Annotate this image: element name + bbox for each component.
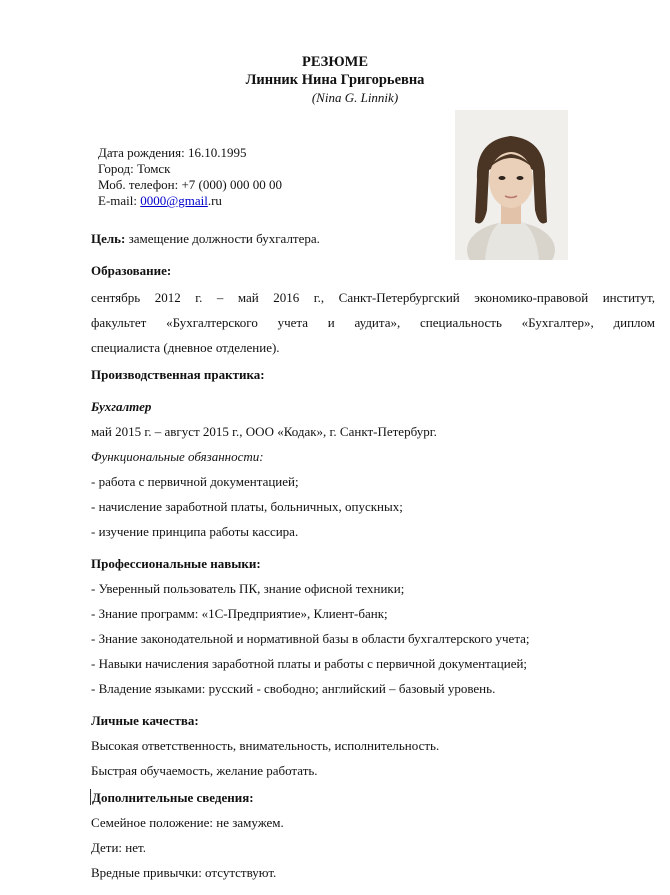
candidate-photo	[455, 110, 568, 260]
education-line: специалиста (дневное отделение).	[91, 340, 280, 355]
education-line: сентябрь 2012 г. – май 2016 г., Санкт-Петербургский экономико-правовой институт,	[91, 290, 655, 305]
additional-item: Вредные привычки: отсутствуют.	[91, 865, 277, 880]
duty-item: - изучение принципа работы кассира.	[91, 524, 299, 539]
skill-item: - Знание программ: «1С-Предприятие», Клиент-банк;	[91, 606, 388, 621]
skills-heading: Профессиональные навыки:	[91, 556, 261, 571]
duties-label: Функциональные обязанности:	[91, 449, 264, 464]
skill-item: - Навыки начисления заработной платы и работы с первичной документацией;	[91, 656, 528, 671]
resume-title: РЕЗЮМЕ	[301, 54, 369, 70]
email-domain: .ru	[207, 193, 222, 208]
text-cursor	[90, 789, 91, 805]
skill-item: - Знание законодательной и нормативной базы в области бухгалтерского учета;	[91, 631, 530, 646]
additional-item: Семейное положение: не замужем.	[91, 815, 284, 830]
email-link[interactable]: 0000@gmail	[140, 193, 208, 208]
candidate-latin-name: (Nina G. Linnik)	[311, 90, 399, 105]
personal-item: Быстрая обучаемость, желание работать.	[91, 763, 318, 778]
additional-heading: Дополнительные сведения:	[92, 790, 254, 805]
goal	[91, 231, 320, 247]
goal-text: замещение должности бухгалтера.	[125, 231, 320, 246]
personal-heading: Личные качества:	[91, 713, 199, 728]
duty-item: - начисление заработной платы, больничных, опускных;	[91, 499, 403, 514]
personal-item: Высокая ответственность, внимательность, исполнительность.	[91, 738, 440, 753]
practice-heading: Производственная практика:	[91, 367, 265, 382]
city: Город: Томск	[98, 161, 171, 176]
practice-period: май 2015 г. – август 2015 г., ООО «Кодак», г. Санкт-Петербург.	[91, 424, 437, 439]
education-line: факультет «Бухгалтерского учета и аудита», специальность «Бухгалтер», диплом	[91, 315, 655, 330]
practice-position: Бухгалтер	[91, 399, 152, 414]
email-line	[98, 193, 222, 209]
candidate-name: Линник Нина Григорьевна	[245, 72, 425, 88]
additional-item: Дети: нет.	[91, 840, 146, 855]
phone: Моб. телефон: +7 (000) 000 00 00	[98, 177, 282, 192]
skill-item: - Уверенный пользователь ПК, знание офисной техники;	[91, 581, 405, 596]
goal-label: Цель:	[91, 231, 126, 246]
email-label: E-mail:	[98, 193, 141, 208]
birth-date: Дата рождения: 16.10.1995	[98, 145, 247, 160]
duty-item: - работа с первичной документацией;	[91, 474, 299, 489]
skill-item: - Владение языками: русский - свободно; английский – базовый уровень.	[91, 681, 496, 696]
education-heading: Образование:	[91, 263, 172, 278]
